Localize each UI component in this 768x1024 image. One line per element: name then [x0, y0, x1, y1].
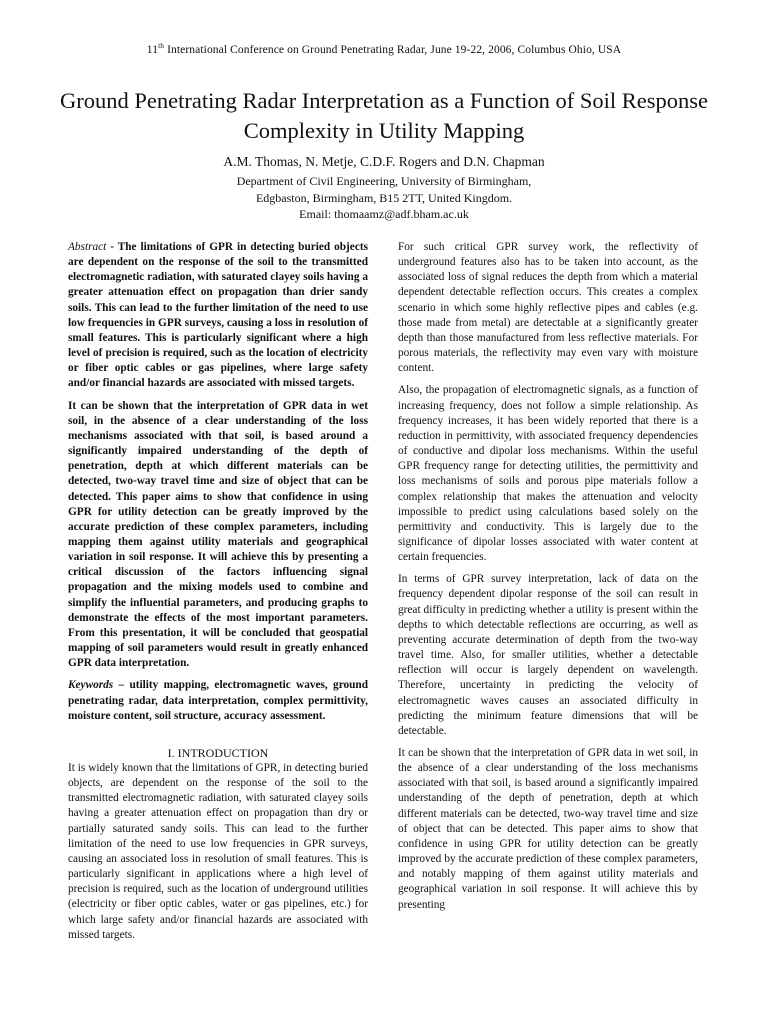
header-ordinal: th: [158, 41, 165, 51]
abstract-paragraph-2: It can be shown that the interpretation of GPR data in wet soil, in the absence of a clear understanding of the loss mechanisms associated with that soil, is based around a significantly impaired understanding of the depth of penetration, depth at which different materials can be detected, two-way travel time and size of object that can be detected. This paper aims to show that confidence in using GPR for utility detection can be greatly improved by the accurate prediction of these complex parameters, including mapping them against utility materials and geographical variation in soil response. It will achieve this by presenting a critical discussion of the factors influencing signal propagation and the mixing models used to combine and simplify the influential parameters, and producing graphs to demonstrate the effects of the most important parameters. From this presentation, it will be concluded that geospatial mapping of soil parameters would result in greatly enhanced GPR data interpretation.: [68, 399, 368, 670]
header-number: 11: [146, 44, 159, 56]
left-column: [68, 240, 368, 950]
abstract-paragraph: [68, 240, 368, 392]
section-heading-introduction: I. INTRODUCTION: [167, 745, 269, 760]
body-paragraph-2: Also, the propagation of electromagnetic signals, as a function of increasing frequency, does not follow a simple relationship. As frequency increases, it has been widely reported that there is a reduction in permittivity, with associated frequency dependencies of conductive and dipolar loss mechanisms. Within the useful GPR frequency range for detecting utilities, the permittivity and loss mechanisms of soils and porous pipe materials follow a complex relationship that makes the attenuation and velocity impossible to predict using calculations based solely on the permittivity and conductivity. This is largely due to the significance of dipolar losses associated with water content at certain frequencies.: [398, 384, 698, 564]
affiliation-line-department: Department of Civil Engineering, University of Birmingham,: [236, 174, 532, 188]
intro-paragraph: It is widely known that the limitations of GPR, in detecting buried objects, are dependent on the response of the soil to the transmitted electromagnetic radiation, with saturated clayey soils having a greater attenuation effect on propagation than dry or partially saturated sandy soils. This can lead to the further limitation of the need to use low frequencies in GPR surveys, causing an associated loss in resolution of small features. This is particularly significant in applications where a high level of precision is required, such as the location of underground utilities (electricity or fiber optic cables, water or gas pipelines, etc.) for which large safety and/or financial hazards are associated with missed targets.: [68, 762, 368, 941]
keywords-paragraph: [68, 678, 368, 723]
header-text: International Conference on Ground Penetrating Radar, June 19-22, 2006, Columbus Ohio, USA: [164, 44, 622, 56]
abstract-label: Abstract: [68, 241, 107, 253]
keywords-label: Keywords: [68, 679, 114, 692]
author-list: A.M. Thomas, N. Metje, C.D.F. Rogers and D.N. Chapman: [223, 154, 545, 169]
affiliation-block: [0, 173, 768, 223]
affiliation-line-address: Edgbaston, Birmingham, B15 2TT, United Kingdom.: [255, 190, 513, 205]
body-paragraph-3: In terms of GPR survey interpretation, lack of data on the frequency dependent dipolar response of the soil can result in great difficulty in predicting whether a utility is present within the depths to which detectable reflections are occurring, as well as preventing accurate determination of depth from the two-way travel time. Also, for smaller utilities, whether a detectable reflection will occur is largely dependent on wavelength. Therefore, uncertainty in predicting the velocity of electromagnetic waves causes an associated difficulty in predicting the minimum feature dimensions that will be detectable.: [398, 573, 698, 737]
right-column: [398, 240, 698, 920]
paper-title: Ground Penetrating Radar Interpretation as a Function of Soil Response Complexity in Utility Mapping: [60, 88, 708, 143]
body-paragraph-1: For such critical GPR survey work, the reflectivity of underground features also has to be taken into account, as the associated loss of signal reduces the depth from which a material dependent detectable reflection occurs. This creates a complex scenario in which some highly reflective pipes and cables (e.g. those made from metal) are detectable at a significantly greater depth than those manufactured from less reflective materials. For porous materials, the reflectivity may even vary with moisture content.: [398, 241, 698, 375]
body-paragraph-4: It can be shown that the interpretation of GPR data in wet soil, in the absence of a clear understanding of the loss mechanisms associated with that soil, is based around a significantly impaired understanding of the depth of penetration, depth at which different materials can be detected, two-way travel time and size of object that can be detected. This paper aims to show that confidence in using GPR for utility detection can be greatly improved by the accurate prediction of these complex parameters, and notably mapping of them against utility materials and geographical variation in soil response. It will achieve this by presenting: [398, 747, 698, 911]
affiliation-line-email: Email: thomaamz@adf.bham.ac.uk: [299, 207, 469, 221]
abstract-text: - The limitations of GPR in detecting buried objects are dependent on the response of the soil to the transmitted electromagnetic radiation, with saturated clayey soils having a greater attenuation effect on propagation than drier sandy soils. This can lead to the further limitation of the need to use low frequencies in GPR surveys, causing a loss in resolution of small features. This is particularly significant where a high level of precision is required, such as the location of electricity or fiber optic cables or gas pipelines, where large safety and/or financial hazards are associated with missed targets.: [68, 241, 368, 390]
keywords-text: – utility mapping, electromagnetic waves, ground penetrating radar, data interpretation, complex permittivity, moisture content, soil structure, accuracy assessment.: [68, 679, 368, 722]
running-header: [0, 41, 768, 56]
